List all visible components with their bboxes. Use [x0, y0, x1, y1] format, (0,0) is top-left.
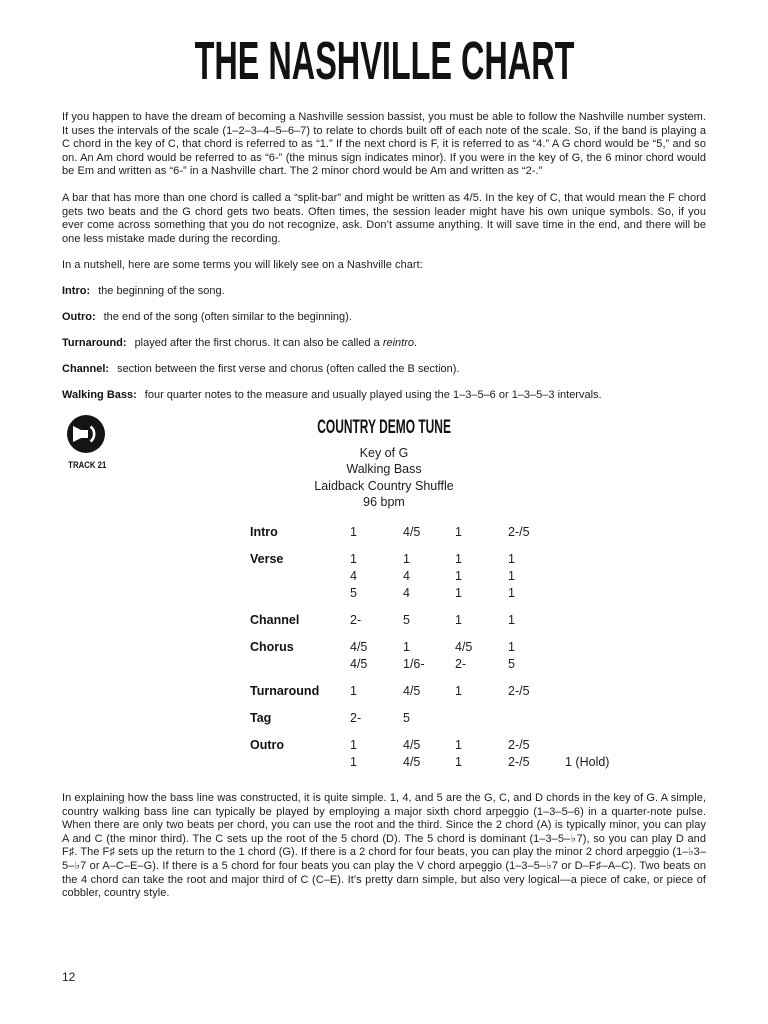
chart-section-chorus	[250, 639, 768, 673]
chart-cell: 4/5	[350, 657, 368, 672]
chart-cell: 1	[508, 569, 515, 584]
chart-cell: 1 (Hold)	[565, 755, 610, 770]
chart-cell: 2-/5	[508, 738, 530, 753]
page-title-text: THE NASHVILLE CHART	[194, 31, 574, 91]
chart-cell	[565, 551, 768, 568]
term-label: Turnaround:	[62, 337, 127, 350]
track-number-label: TRACK 21	[68, 459, 107, 471]
demo-tune-header	[0, 417, 768, 511]
chart-row	[250, 683, 768, 700]
chart-cell: 2-/5	[508, 525, 530, 540]
chart-section-label: Verse	[250, 552, 284, 567]
chart-cell: 2-	[350, 613, 362, 628]
chart-cell: 1	[455, 586, 462, 601]
demo-tune-info-line: Laidback Country Shuffle	[314, 478, 454, 493]
chart-cell: 2-/5	[508, 684, 530, 699]
chart-cell: 5	[350, 586, 357, 601]
demo-tune-info-line: Key of G	[359, 445, 409, 460]
chart-cell	[565, 683, 768, 700]
paragraph-nashville-system: If you happen to have the dream of becoming a Nashville session bassist, you must be able to follow the Nashville number system. It uses the intervals of the scale (1–2–3–4–5–6–7) to relate to chords built off of each note of the scale. So, if the band is playing a C chord in the key of C, that chord is referred to as “1.” If the next chord is F, it is referred to as “4.” A G chord would be “5,” and so on. An Am chord would be referred to as “6-” (the minus sign indicates minor). If you were in the key of G, the 6 minor chord would be Em and written as “6-” in a Nashville chart. The 2 minor chord would be Am and written as “2-.”	[62, 111, 706, 178]
chart-section-label: Turnaround	[250, 684, 320, 699]
chart-section-label: Channel	[250, 613, 300, 628]
demo-tune-section	[0, 417, 768, 771]
term-text: the end of the song (often similar to the beginning).	[103, 311, 352, 324]
chart-row	[250, 524, 768, 541]
nashville-chart-table	[250, 524, 768, 771]
term-text: section between the first verse and chorus (often called the B section).	[117, 363, 460, 376]
term-label: Outro:	[62, 311, 96, 324]
chart-cell: 4/5	[455, 640, 473, 655]
chart-cell	[565, 585, 768, 602]
chart-cell: 1	[403, 640, 410, 655]
chart-section-label: Tag	[250, 711, 272, 726]
chart-cell: 1/6-	[403, 657, 425, 672]
chart-cell: 5	[403, 613, 410, 628]
chart-cell	[565, 639, 768, 656]
term-label: Intro:	[62, 285, 91, 298]
chart-cell: 4	[403, 586, 410, 601]
chart-cell: 4/5	[350, 640, 368, 655]
chart-cell: 1	[508, 552, 515, 567]
demo-tune-info-line: Walking Bass	[346, 462, 422, 477]
chart-cell: 1	[350, 552, 357, 567]
chart-row	[250, 737, 768, 754]
chart-cell: 4/5	[403, 755, 421, 770]
chart-cell: 1	[508, 613, 515, 628]
chart-cell: 1	[508, 586, 515, 601]
chart-cell: 1	[350, 738, 357, 753]
chart-cell: 1	[455, 525, 462, 540]
chart-section-intro	[250, 524, 768, 541]
demo-tune-title: COUNTRY DEMO TUNE	[317, 416, 451, 438]
chart-cell	[508, 710, 565, 727]
audio-track-badge	[64, 413, 108, 473]
term-definition-intro	[62, 285, 706, 299]
chart-cell: 1	[350, 684, 357, 699]
chart-section-label: Outro	[250, 738, 285, 753]
chart-row	[250, 710, 768, 727]
terms-list	[0, 285, 768, 403]
chart-cell: 2-	[350, 711, 362, 726]
chart-section-outro	[250, 737, 768, 771]
paragraph-bass-line-explanation: In explaining how the bass line was constructed, it is quite simple. 1, 4, and 5 are the G, C, and D chords in the key of G. A simple, country walking bass line can typically be played by employing a major sixth chord arpeggio (1–3–5–6) in a quarter-note pulse. When there are only two beats per chord, you can use the root and the third. Since the 2 chord (A) is typically minor, you can play A and C (the minor third). The C sets up the root of the 5 chord (D). The 5 chord is dominant (1–3–5–♭7), so you can play D and F♯. The F♯ sets up the return to the 1 chord (G). If there is a 2 chord for four beats, you can play the minor 2 chord arpeggio (1–♭3–5–♭7 or A–C–E–G). If there is a 5 chord for four beats you can play the V chord arpeggio (1–3–5–♭7 or D–F♯–A–C). Two beats on the 4 chord can take the root and major third of C (C–E). It’s pretty darn simple, but also very logical—a piece of cake, or piece of cobbler, country style.	[62, 792, 706, 900]
chart-cell: 1	[455, 738, 462, 753]
chart-section-label	[250, 568, 350, 585]
demo-tune-info	[0, 445, 768, 511]
term-text: four quarter notes to the measure and usually played using the 1–3–5–6 or 1–3–5–3 intervals.	[144, 389, 602, 402]
chart-cell	[455, 710, 508, 727]
chart-cell: 2-/5	[508, 755, 530, 770]
speaker-icon	[65, 413, 107, 455]
chart-section-tag	[250, 710, 768, 727]
chart-section-label	[250, 754, 350, 771]
chart-row	[250, 612, 768, 629]
chart-row	[250, 754, 768, 771]
chart-cell: 1	[508, 640, 515, 655]
chart-cell: 4	[403, 569, 410, 584]
chart-row	[250, 639, 768, 656]
chart-section-channel	[250, 612, 768, 629]
chart-cell: 1	[455, 684, 462, 699]
chart-cell: 1	[455, 613, 462, 628]
chart-cell: 1	[350, 755, 357, 770]
chart-cell: 4/5	[403, 684, 421, 699]
term-label: Channel:	[62, 363, 110, 376]
chart-cell: 1	[403, 552, 410, 567]
chart-cell: 4/5	[403, 738, 421, 753]
chart-cell	[565, 656, 768, 673]
chart-row	[250, 656, 768, 673]
chart-cell	[565, 524, 768, 541]
term-definition-turnaround	[62, 337, 706, 351]
chart-section-label: Chorus	[250, 640, 294, 655]
chart-row	[250, 568, 768, 585]
paragraph-nutshell: In a nutshell, here are some terms you will likely see on a Nashville chart:	[62, 259, 423, 272]
chart-cell: 5	[403, 711, 410, 726]
chart-cell: 5	[508, 657, 515, 672]
page-title	[0, 0, 768, 90]
chart-cell: 1	[455, 755, 462, 770]
chart-cell: 1	[350, 525, 357, 540]
chart-cell	[565, 612, 768, 629]
chart-section-verse	[250, 551, 768, 602]
chart-cell	[565, 568, 768, 585]
demo-tune-info-line: 96 bpm	[363, 495, 405, 510]
chart-row	[250, 551, 768, 568]
chart-cell: 1	[455, 552, 462, 567]
chart-cell	[565, 710, 768, 727]
term-text: played after the first chorus. It can also be called a reintro.	[134, 337, 418, 350]
chart-row	[250, 585, 768, 602]
page-number: 12	[62, 970, 76, 984]
chart-cell: 4	[350, 569, 357, 584]
term-definition-outro	[62, 311, 706, 325]
chart-section-label: Intro	[250, 525, 278, 540]
term-text: the beginning of the song.	[98, 285, 225, 298]
chart-cell: 2-	[455, 657, 467, 672]
chart-section-label	[250, 585, 350, 602]
chart-section-label	[250, 656, 350, 673]
chart-cell	[565, 737, 768, 754]
chart-cell: 4/5	[403, 525, 421, 540]
chart-cell: 1	[455, 569, 462, 584]
chart-section-turnaround	[250, 683, 768, 700]
term-label: Walking Bass:	[62, 389, 137, 402]
term-definition-channel	[62, 363, 706, 377]
term-definition-walking-bass	[62, 389, 706, 403]
paragraph-split-bar: A bar that has more than one chord is called a “split-bar” and might be written as 4/5. In the key of C, that would mean the F chord gets two beats and the G chord gets two beats. Often times, the session leader might have his own unique symbols. So, if you ever come across something that you do not recognize, ask. Don’t assume anything. It will save time in the end, and there will be one less mistake made during the recording.	[62, 191, 706, 245]
